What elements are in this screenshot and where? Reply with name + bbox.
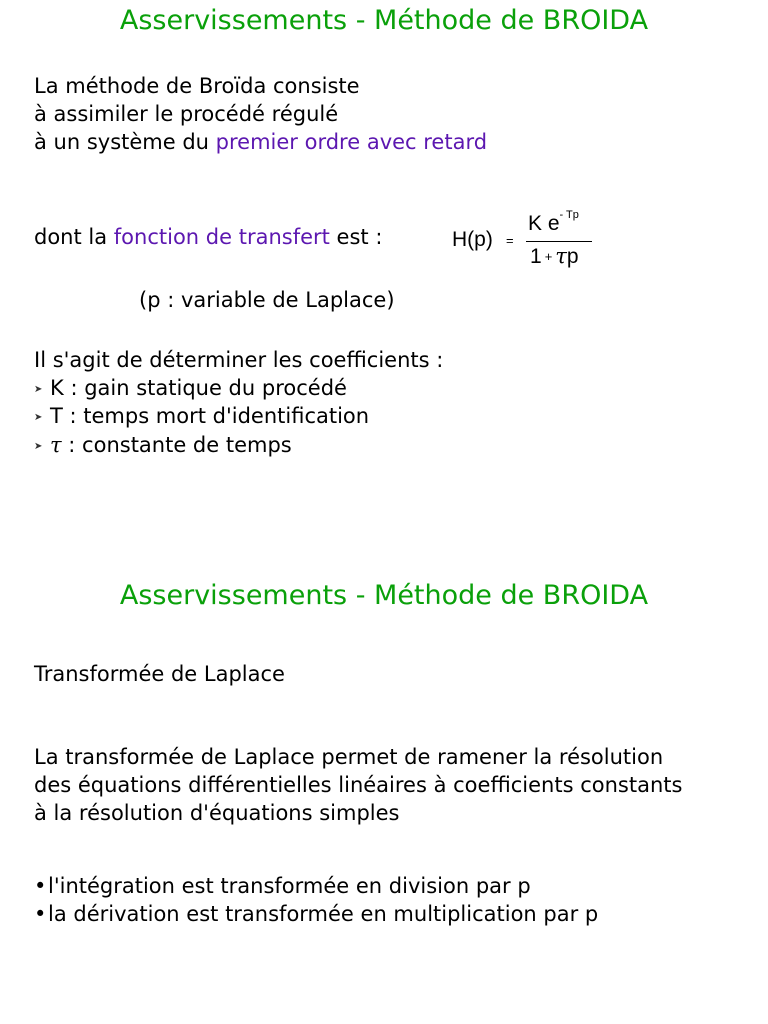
slide-2-title: Asservissements - Méthode de BROIDA — [119, 580, 649, 611]
transfer-function-formula — [452, 208, 612, 278]
intro-line-3 — [34, 128, 487, 156]
paragraph-line-3: à la résolution d'équations simples — [34, 801, 400, 825]
coef-item-t-text: T : temps mort d'identification — [50, 404, 370, 428]
intro-line-2: à assimiler le procédé régulé — [34, 102, 339, 126]
formula-den-plus: + — [544, 249, 553, 264]
coef-item-tau — [34, 431, 292, 464]
coef-item-tau-text: : constante de temps — [61, 433, 292, 457]
formula-den-one: 1 — [530, 245, 542, 268]
formula-equals: = — [506, 233, 514, 248]
formula-lhs: H(p) — [452, 228, 493, 251]
transfer-text-b: est : — [329, 225, 383, 249]
intro-line-3-highlight: premier ordre avec retard — [215, 130, 488, 154]
formula-num-base: K e — [528, 212, 560, 235]
arrow-bullet-icon: ➤ — [34, 384, 43, 395]
arrow-bullet-icon: ➤ — [34, 441, 43, 452]
formula-denominator — [530, 244, 579, 269]
arrow-bullet-icon: ➤ — [34, 412, 43, 423]
list-item-integration-text: l'intégration est transformée en division par p — [48, 874, 531, 898]
paragraph-line-1: La transformée de Laplace permet de ramener la résolution — [34, 745, 664, 769]
slide-1-title: Asservissements - Méthode de BROIDA — [119, 5, 649, 36]
transfer-function-line — [34, 223, 382, 251]
transfer-highlight: fonction de transfert — [113, 225, 330, 249]
formula-den-p: p — [566, 245, 579, 268]
paragraph-line-2: des équations différentielles linéaires à coefficients constants — [34, 773, 683, 797]
list-item-integration — [34, 872, 531, 900]
coefficients-intro: Il s'agit de déterminer les coefficients : — [34, 348, 444, 372]
coef-item-k-text: K : gain statique du procédé — [50, 376, 347, 400]
intro-line-3-text: à un système du — [34, 130, 216, 154]
slide-2-subtitle: Transformée de Laplace — [34, 662, 285, 686]
formula-numerator — [528, 209, 579, 236]
bullet-icon: • — [34, 902, 47, 926]
transfer-text-a: dont la — [34, 225, 114, 249]
formula-fraction-bar — [526, 241, 592, 242]
tau-symbol: τ — [50, 433, 62, 457]
formula-num-exponent: - Tp — [559, 209, 579, 221]
laplace-note: (p : variable de Laplace) — [139, 288, 395, 312]
list-item-derivation — [34, 900, 598, 928]
intro-line-1: La méthode de Broïda consiste — [34, 74, 360, 98]
formula-den-tau: τ — [555, 244, 567, 268]
bullet-icon: • — [34, 874, 47, 898]
list-item-derivation-text: la dérivation est transformée en multiplication par p — [48, 902, 599, 926]
